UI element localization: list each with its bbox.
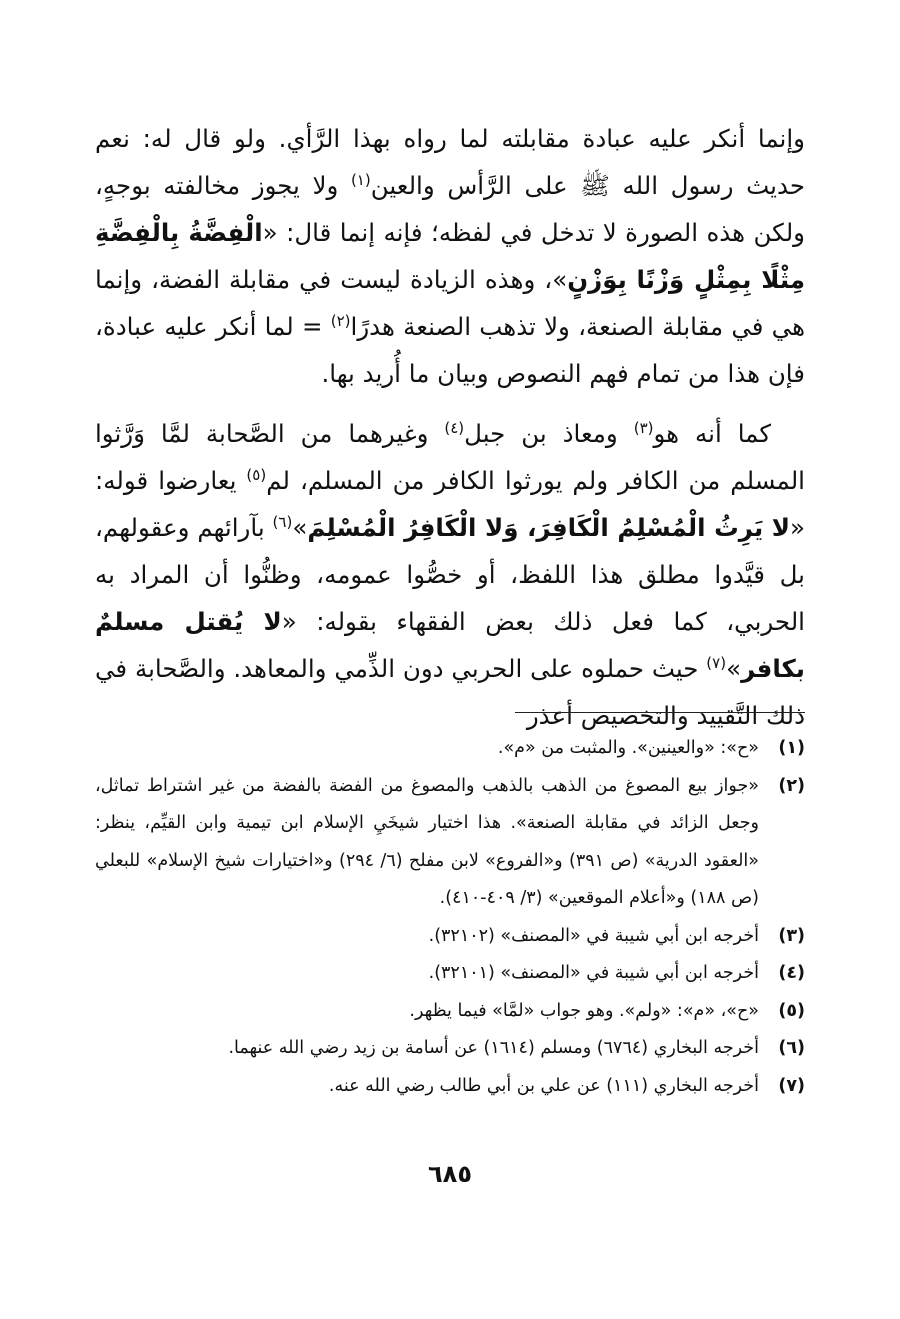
footnote-number: (٦) bbox=[778, 1038, 805, 1058]
text-run: » bbox=[726, 654, 742, 683]
footnote-number: (٥) bbox=[778, 1000, 805, 1021]
footnote-text: أخرجه البخاري (١١١) عن علي بن أبي طالب رضي الله عنه. bbox=[328, 1075, 759, 1096]
hadith-quote: الْفِضَّةُ بِالْفِضَّةِ مِثْلًا بِمِثْلٍ وَزْنًا بِوَزْنٍ bbox=[95, 218, 805, 294]
footnote-marker: (٧) bbox=[706, 653, 727, 672]
footnote-marker: (٢) bbox=[330, 311, 351, 330]
footnote-marker: (١) bbox=[350, 170, 371, 189]
footnote-text: «ح»، «م»: «ولم». وهو جواب «لمَّا» فيما يظهر. bbox=[409, 1000, 759, 1021]
footnote-text: «جواز بيع المصوغ من الذهب بالذهب والمصوغ من الفضة بالفضة من غير اشتراط تماثل، وجعل الزائد في مقابلة الصنعة». هذا اختيار شيخَيِ الإسلام ابن تيمية وابن القيِّم، ينظر: «العقود الدرية» (ص ٣٩١) و«الفروع» لابن مفلح (٦/ ٢٩٤) و«اختيارات شيخ الإسلام» للبعلي (ص ١٨٨) و«أعلام الموقعين» (٣/ ٤٠٩-٤١٠). bbox=[95, 775, 759, 908]
footnote-divider bbox=[515, 712, 805, 713]
paragraph-2 bbox=[95, 410, 805, 739]
footnote-item bbox=[95, 730, 805, 768]
hadith-quote: لا يُقتل مسلمٌ بكافر bbox=[95, 607, 805, 683]
footnote-number: (٧) bbox=[778, 1075, 805, 1096]
footnote-item bbox=[95, 955, 805, 993]
footnote-text: «ح»: «والعينين». والمثبت من «م». bbox=[497, 738, 759, 758]
footnote-item bbox=[95, 993, 805, 1031]
text-run: حيث حملوه على الحربي دون الذِّمي والمعاهد. والصَّحابة في ذلك التَّقييد والتخصيص أعذر bbox=[95, 654, 805, 730]
paragraph-1 bbox=[95, 115, 805, 397]
text-run: بآرائهم وعقولهم، بل قيَّدوا مطلق هذا اللفظ، أو خصُّوا عمومه، وظنُّوا أن المراد به الحربي، كما فعل ذلك بعض الفقهاء بقوله: « bbox=[95, 513, 805, 636]
text-run: = لما أنكر عليه عبادة، فإن هذا من تمام فهم النصوص وبيان ما أُريد بها. bbox=[95, 312, 805, 388]
text-run: كما أنه هو bbox=[653, 419, 771, 448]
footnotes-list bbox=[95, 730, 805, 1105]
text-run: وغيرهما من الصَّحابة لمَّا وَرَّثوا المسلم من الكافر ولم يورثوا الكافر من المسلم، لم bbox=[95, 419, 805, 495]
footnote-number: (٢) bbox=[778, 775, 805, 796]
footnote-item bbox=[95, 918, 805, 956]
footnote-number: (٣) bbox=[778, 925, 805, 946]
text-run: ولا يجوز مخالفته بوجهٍ، ولكن هذه الصورة لا تدخل في لفظه؛ فإنه إنما قال: « bbox=[95, 171, 805, 247]
page-number: ٦٨٥ bbox=[428, 1160, 472, 1188]
footnote-marker: (٤) bbox=[444, 418, 465, 437]
text-run: وإنما أنكر عليه عبادة مقابلته لما رواه بهذا الرَّأي. ولو قال له: نعم حديث رسول الله ﷺ على الرَّأس والعين bbox=[95, 124, 805, 200]
footnote-item bbox=[95, 1068, 805, 1106]
footnote-text: أخرجه البخاري (٦٧٦٤) ومسلم (١٦١٤) عن أسامة بن زيد رضي الله عنهما. bbox=[228, 1038, 759, 1058]
text-run: ومعاذ بن جبل bbox=[464, 419, 634, 448]
footnote-number: (٤) bbox=[778, 963, 805, 983]
footnote-number: (١) bbox=[778, 738, 805, 758]
footnote-item bbox=[95, 1030, 805, 1068]
footnote-marker: (٦) bbox=[272, 512, 293, 531]
footnote-item bbox=[95, 768, 805, 918]
footnote-marker: (٣) bbox=[633, 418, 654, 437]
footnote-marker: (٥) bbox=[246, 465, 267, 484]
main-text bbox=[95, 115, 805, 739]
hadith-quote: لا يَرِثُ الْمُسْلِمُ الْكَافِرَ، وَلا الْكَافِرُ الْمُسْلِمَ bbox=[307, 513, 790, 542]
text-run: » bbox=[292, 513, 308, 542]
footnote-text: أخرجه ابن أبي شيبة في «المصنف» (٣٢١٠١). bbox=[428, 963, 759, 983]
footnote-text: أخرجه ابن أبي شيبة في «المصنف» (٣٢١٠٢). bbox=[428, 925, 759, 946]
text-run: يعارضوا قوله: « bbox=[95, 466, 805, 542]
text-run: »، وهذه الزيادة ليست في مقابلة الفضة، وإنما هي في مقابلة الصنعة، ولا تذهب الصنعة هدرًا bbox=[95, 265, 806, 341]
